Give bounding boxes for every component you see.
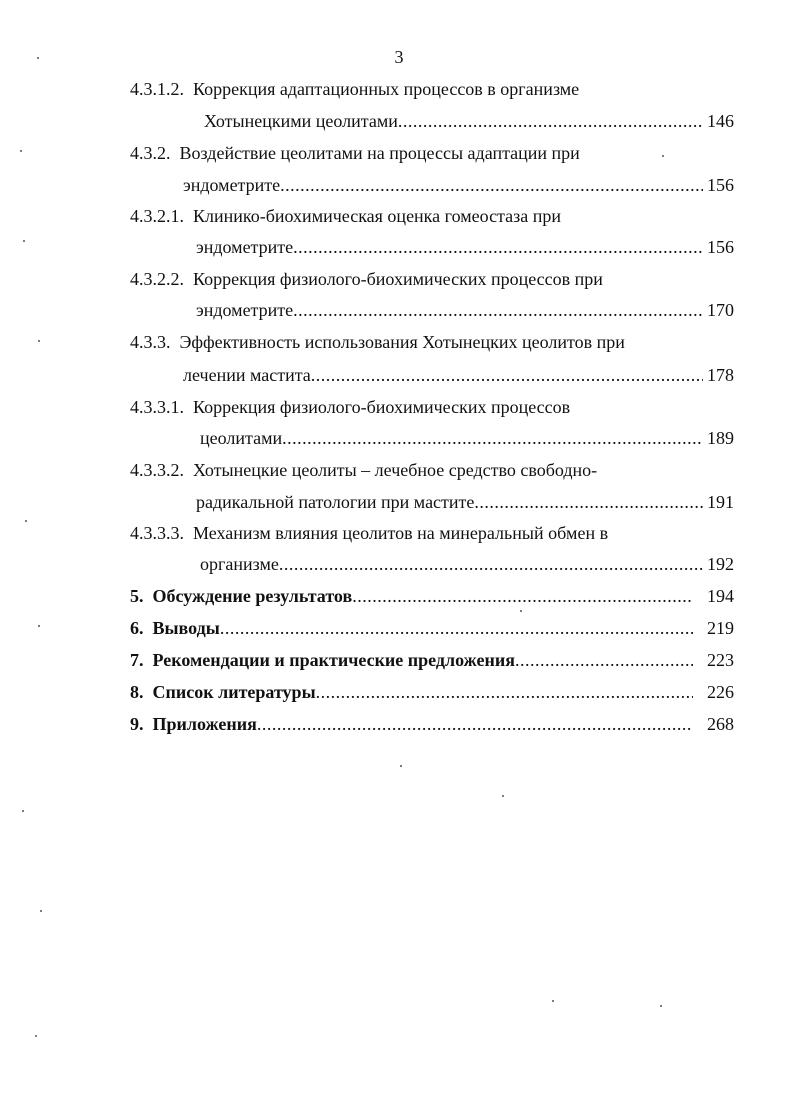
toc-entry-heading (130, 396, 570, 418)
toc-page-number: 170 (707, 300, 734, 320)
toc-chapter-number: 9. (130, 714, 144, 734)
leader-dots (220, 617, 693, 639)
toc-entry-heading (130, 459, 597, 481)
toc-page-number: 268 (707, 714, 734, 734)
leader-dots (282, 427, 703, 449)
toc-page-number: 223 (707, 650, 734, 670)
toc-chapter (130, 585, 734, 607)
toc-entry-number: 4.3.3. (130, 332, 171, 352)
toc-entry-title-cont: эндометрите (196, 300, 294, 320)
toc-page-number: 226 (707, 682, 734, 702)
toc-chapter-title: Приложения (152, 714, 257, 734)
toc-chapter (130, 681, 734, 703)
toc-entry-title-cont: эндометрите (183, 175, 281, 195)
toc-entry-number: 4.3.2.1. (130, 206, 184, 226)
toc-entry-number: 4.3.3.1. (130, 397, 184, 417)
leader-dots (398, 110, 703, 132)
leader-dots (293, 236, 703, 258)
toc-entry-title-cont: Хотынецкими цеолитами (204, 111, 398, 131)
scan-speck (502, 795, 504, 797)
leader-dots (352, 585, 693, 607)
scan-speck (40, 910, 42, 912)
page-number: 3 (394, 47, 404, 67)
toc-entry-title: Хотынецкие цеолиты – лечебное средство свободно- (193, 460, 598, 480)
toc-page-number: 189 (707, 428, 734, 448)
toc-entry-title: Механизм влияния цеолитов на минеральный обмен в (193, 523, 609, 543)
toc-page-number: 156 (707, 175, 734, 195)
toc-page-number: 178 (707, 365, 734, 385)
toc-entry-continuation (183, 174, 734, 196)
toc-page-number: 146 (707, 111, 734, 131)
toc-chapter-title: Список литературы (152, 682, 316, 702)
toc-entry-continuation (200, 553, 734, 575)
toc-entry-continuation (183, 364, 734, 386)
toc-entry-heading (130, 205, 561, 227)
toc-chapter-number: 8. (130, 682, 144, 702)
toc-page-number: 191 (707, 492, 734, 512)
toc-page-number: 156 (707, 237, 734, 257)
toc-entry-title-cont: эндометрите (196, 237, 294, 257)
toc-entry-title-cont: лечении мастита (183, 365, 311, 385)
leader-dots (515, 649, 693, 671)
toc-entry-continuation (200, 427, 734, 449)
scan-speck (20, 150, 22, 152)
scan-speck (22, 810, 24, 812)
toc-entry-number: 4.3.2. (130, 143, 171, 163)
toc-entry-title: Коррекция адаптационных процессов в организме (193, 79, 580, 99)
toc-entry-title: Эффективность использования Хотынецких цеолитов при (179, 332, 625, 352)
toc-entry-continuation (196, 236, 734, 258)
leader-dots (257, 713, 693, 735)
scan-speck (552, 1000, 554, 1002)
toc-page-number: 219 (707, 618, 734, 638)
toc-chapter (130, 649, 734, 671)
toc-entry-title-cont: организме (200, 554, 279, 574)
scan-speck (35, 1035, 37, 1037)
scan-speck (23, 240, 25, 242)
toc-entry-number: 4.3.3.3. (130, 523, 184, 543)
toc-entry-title: Коррекция физиолого-биохимических процессов при (193, 269, 603, 289)
leader-dots (316, 681, 693, 703)
toc-chapter (130, 713, 734, 735)
toc-chapter-title: Выводы (152, 618, 220, 638)
toc-chapter-number: 5. (130, 586, 144, 606)
toc-entry-heading (130, 522, 608, 544)
toc-page-number: 192 (707, 554, 734, 574)
toc-entry-heading (130, 142, 580, 164)
scan-speck (520, 610, 522, 612)
scan-speck (662, 155, 664, 157)
toc-entry-title-cont: радикальной патологии при мастите (196, 492, 475, 512)
scan-speck (400, 765, 402, 767)
toc-entry-number: 4.3.2.2. (130, 269, 184, 289)
scan-speck (38, 340, 40, 342)
toc-chapter-number: 7. (130, 650, 144, 670)
toc-entry-title-cont: цеолитами (200, 428, 283, 448)
scan-speck (25, 520, 27, 522)
toc-entry-heading (130, 78, 579, 100)
toc-page-number: 194 (707, 586, 734, 606)
toc-chapter-number: 6. (130, 618, 144, 638)
scan-speck (38, 625, 40, 627)
toc-entry-title: Коррекция физиолого-биохимических процессов (193, 397, 571, 417)
toc-entry-number: 4.3.1.2. (130, 79, 184, 99)
toc-entry-continuation (196, 299, 734, 321)
toc-entry-number: 4.3.3.2. (130, 460, 184, 480)
toc-chapter-title: Рекомендации и практические предложения (152, 650, 515, 670)
toc-entry-continuation (204, 110, 734, 132)
scan-speck (37, 57, 39, 59)
toc-entry-title: Воздействие цеолитами на процессы адаптации при (179, 143, 580, 163)
toc-chapter-title: Обсуждение результатов (152, 586, 353, 606)
toc-entry-heading (130, 331, 625, 353)
toc-chapter (130, 617, 734, 639)
scan-speck (660, 1005, 662, 1007)
toc-entry-heading (130, 268, 603, 290)
toc-entry-title: Клинико-биохимическая оценка гомеостаза при (193, 206, 561, 226)
leader-dots (311, 364, 703, 386)
toc-entry-continuation (196, 491, 734, 513)
leader-dots (474, 491, 703, 513)
leader-dots (280, 174, 703, 196)
leader-dots (279, 553, 703, 575)
leader-dots (293, 299, 703, 321)
